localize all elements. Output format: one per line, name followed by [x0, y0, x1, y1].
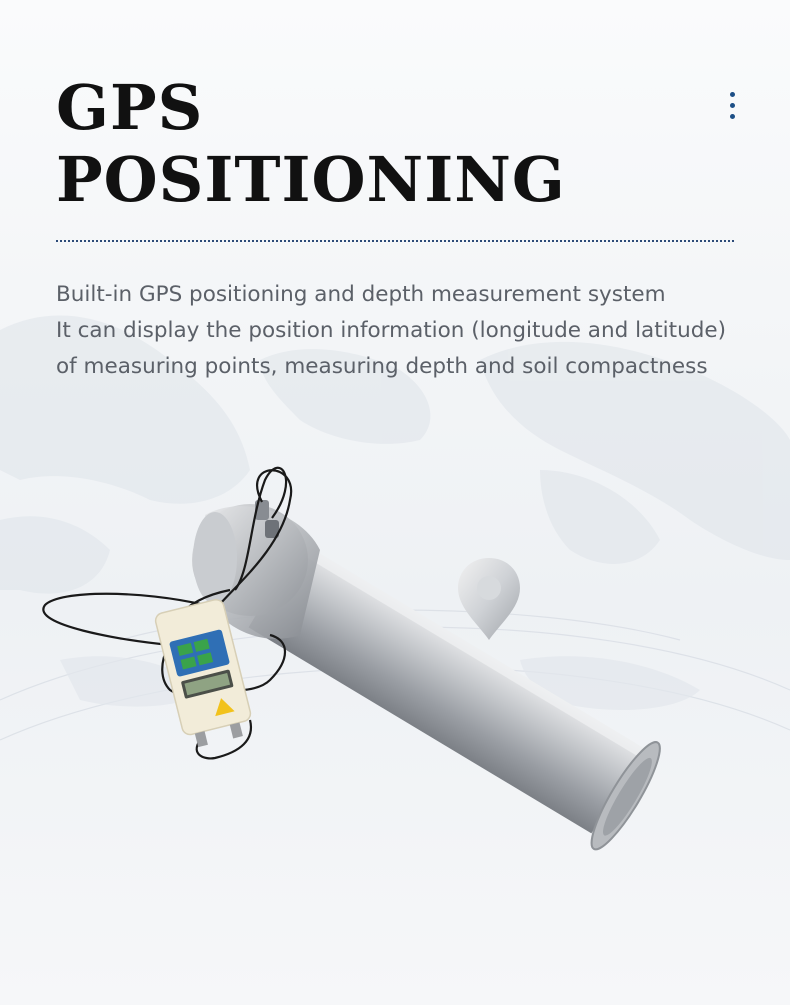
description-line-2: It can display the position information (longitude and latitude) — [56, 318, 726, 343]
menu-dot — [730, 103, 735, 108]
product-image — [0, 440, 790, 940]
description — [56, 277, 756, 385]
menu-dot — [730, 92, 735, 97]
page-title — [56, 72, 566, 216]
section-divider — [56, 240, 734, 242]
description-line-3: of measuring points, measuring depth and soil compactness — [56, 354, 708, 379]
description-line-1: Built-in GPS positioning and depth measurement system — [56, 282, 666, 307]
location-pin-icon — [458, 558, 520, 640]
title-line-1: GPS — [56, 71, 204, 144]
title-line-2: POSITIONING — [56, 143, 566, 216]
more-vertical-icon[interactable] — [727, 92, 737, 124]
menu-dot — [730, 114, 735, 119]
